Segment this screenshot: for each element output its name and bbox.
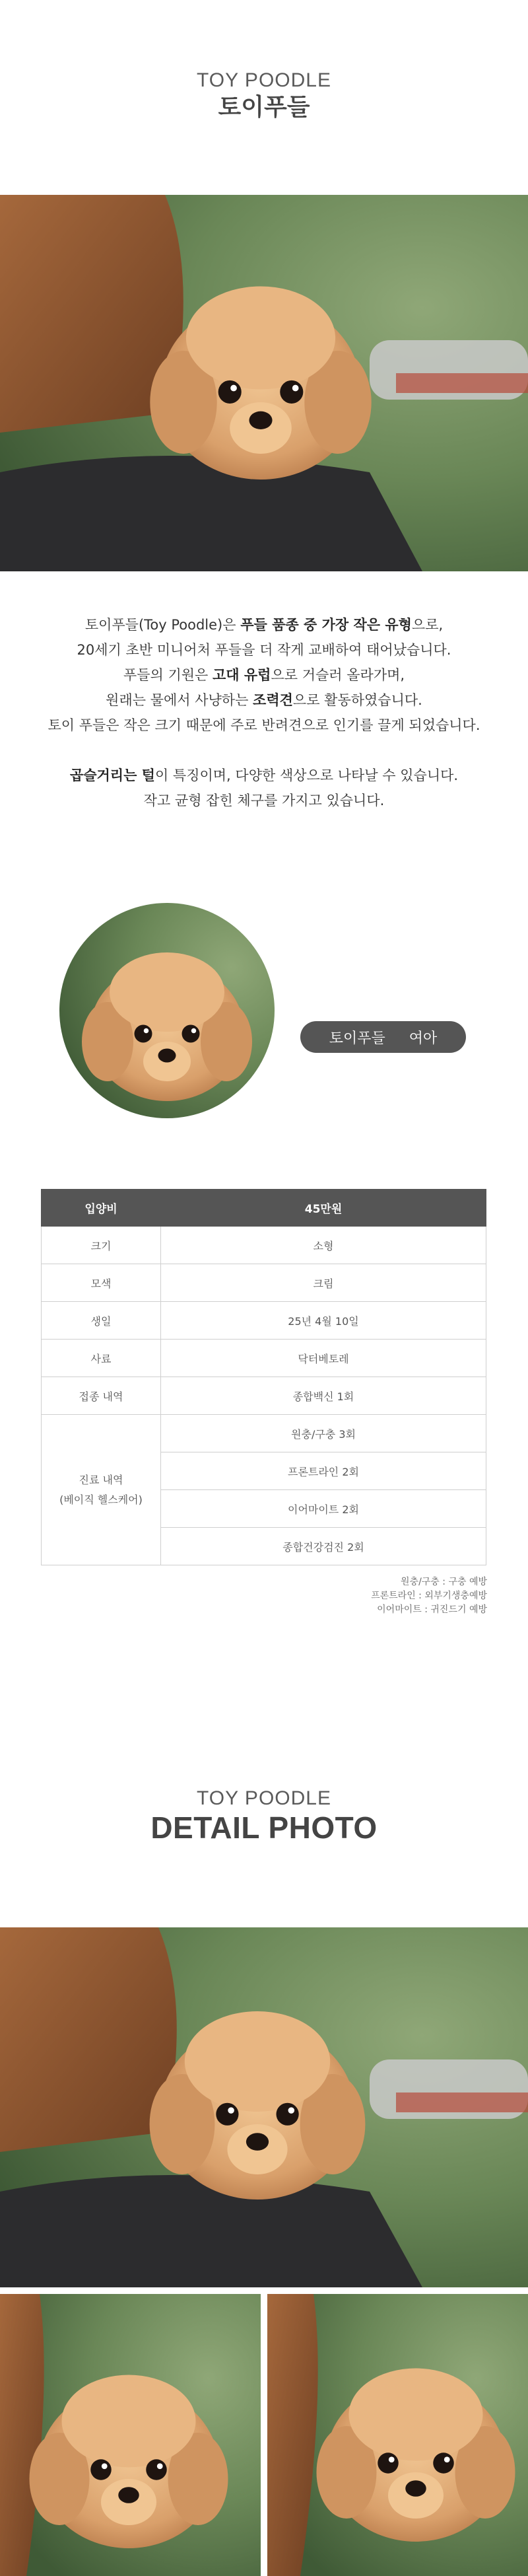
header-label: 입양비 — [42, 1190, 161, 1227]
table-row — [42, 1377, 486, 1415]
detail-eyebrow: TOY POODLE — [197, 1787, 331, 1809]
row-label: 생일 — [42, 1302, 161, 1340]
intro-line: 토이푸들(Toy Poodle)은 푸들 품종 중 가장 작은 유형으로, — [84, 617, 444, 633]
intro-line: 푸들의 기원은 고대 유럽으로 거슬러 올라가며, — [123, 667, 405, 683]
detail-heading — [0, 1787, 528, 1845]
treatment-item: 원충/구충 3회 — [161, 1415, 486, 1452]
breed-label: 토이푸들 — [329, 1030, 385, 1047]
detail-photo-right — [267, 2294, 528, 2576]
sex-label: 여아 — [409, 1030, 438, 1047]
detail-title: DETAIL PHOTO — [150, 1810, 378, 1845]
intro-line: 원래는 물에서 사냥하는 조력견으로 활동하였습니다. — [106, 692, 422, 708]
table-row — [42, 1415, 486, 1452]
row-value: 크림 — [161, 1264, 486, 1302]
treatment-item: 이어마이트 2회 — [161, 1490, 486, 1528]
row-value: 25년 4월 10일 — [161, 1302, 486, 1340]
intro-line: 토이 푸들은 작은 크기 때문에 주로 반려견으로 인기를 끌게 되었습니다. — [48, 717, 480, 733]
row-value: 소형 — [161, 1227, 486, 1264]
row-label: 사료 — [42, 1340, 161, 1377]
treatment-item: 종합건강검진 2회 — [161, 1528, 486, 1565]
table-row — [42, 1227, 486, 1264]
intro-line: 작고 균형 잡힌 체구를 가지고 있습니다. — [143, 793, 385, 808]
table-row — [42, 1340, 486, 1377]
intro-line: 20세기 초반 미니어처 푸들을 더 작게 교배하여 태어났습니다. — [77, 642, 451, 658]
profile-photo — [59, 903, 275, 1118]
row-value: 닥터베토레 — [161, 1340, 486, 1377]
row-label: 크기 — [42, 1227, 161, 1264]
detail-photo-left — [0, 2294, 261, 2576]
hero-eyebrow: TOY POODLE — [197, 69, 331, 91]
intro-text — [0, 612, 528, 813]
hero-heading — [0, 69, 528, 123]
intro-line: 곱슬거리는 털이 특징이며, 다양한 색상으로 나타날 수 있습니다. — [69, 768, 459, 783]
table-header-row — [42, 1190, 486, 1227]
treatment-item: 프론트라인 2회 — [161, 1452, 486, 1490]
info-table — [41, 1189, 486, 1565]
table-row — [42, 1302, 486, 1340]
row-value: 종합백신 1회 — [161, 1377, 486, 1415]
footnotes — [371, 1575, 487, 1617]
footnote: 프론트라인 : 외부기생충예방 — [371, 1591, 487, 1601]
hero-photo — [0, 195, 528, 571]
row-label: 접종 내역 — [42, 1377, 161, 1415]
table-row — [42, 1264, 486, 1302]
detail-photo-large — [0, 1927, 528, 2287]
footnote: 이어마이트 : 귀진드기 예방 — [377, 1604, 487, 1615]
treatment-label: 진료 내역 (베이직 헬스케어) — [42, 1415, 161, 1565]
page-title: 토이푸들 — [218, 94, 310, 121]
header-value: 45만원 — [161, 1190, 486, 1227]
profile-badge — [300, 1021, 466, 1053]
footnote: 원충/구충 : 구충 예방 — [401, 1577, 487, 1587]
row-label: 모색 — [42, 1264, 161, 1302]
